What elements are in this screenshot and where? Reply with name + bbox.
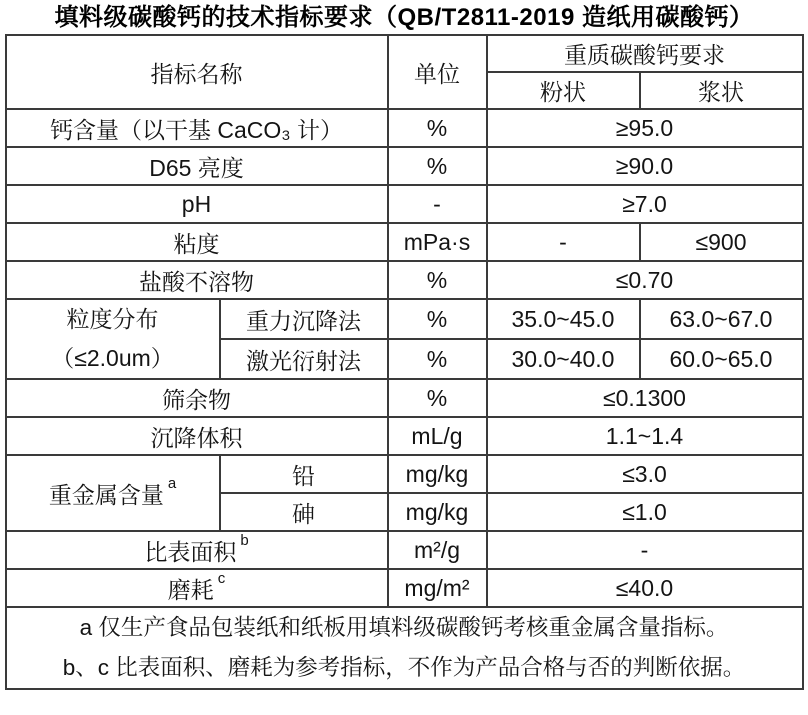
cell-sieve-value: ≤0.1300 — [487, 379, 803, 417]
surface-area-marker: b — [240, 531, 249, 549]
cell-gravity-unit: % — [388, 299, 487, 339]
cell-lead-unit: mg/kg — [388, 455, 487, 493]
cell-ph-value: ≥7.0 — [487, 185, 803, 223]
cell-calcium-name: 钙含量（以干基 CaCO₃ 计） — [6, 109, 388, 147]
cell-viscosity-powder: - — [487, 223, 640, 261]
row-abrasion — [6, 569, 803, 607]
cell-heavy-metals-group — [6, 455, 220, 531]
cell-ph-unit: - — [388, 185, 487, 223]
cell-sieve-unit: % — [388, 379, 487, 417]
row-d65-brightness — [6, 147, 803, 185]
row-ph — [6, 185, 803, 223]
spec-table — [5, 34, 804, 690]
cell-hcl-unit: % — [388, 261, 487, 299]
cell-viscosity-name: 粘度 — [6, 223, 388, 261]
row-particle-size-gravity — [6, 299, 803, 339]
row-viscosity — [6, 223, 803, 261]
row-settling-volume — [6, 417, 803, 455]
cell-laser-slurry: 60.0~65.0 — [640, 339, 803, 379]
cell-gravity-name: 重力沉降法 — [220, 299, 388, 339]
particle-size-group-line2: （≤2.0um） — [51, 345, 174, 371]
cell-abrasion-name — [6, 569, 388, 607]
footnotes-cell — [6, 607, 803, 689]
cell-arsenic-unit: mg/kg — [388, 493, 487, 531]
cell-arsenic-name: 砷 — [220, 493, 388, 531]
cell-surface-area-name — [6, 531, 388, 569]
cell-laser-unit: % — [388, 339, 487, 379]
header-unit: 单位 — [388, 35, 487, 109]
header-requirement-group: 重质碳酸钙要求 — [487, 35, 803, 72]
particle-size-group-line1: 粒度分布 — [66, 306, 159, 332]
footnote-bc: b、c 比表面积、磨耗为参考指标，不作为产品合格与否的判断依据。 — [62, 655, 746, 680]
cell-lead-value: ≤3.0 — [487, 455, 803, 493]
cell-sieve-name: 筛余物 — [6, 379, 388, 417]
cell-abrasion-unit: mg/m² — [388, 569, 487, 607]
cell-calcium-unit: % — [388, 109, 487, 147]
surface-area-label: 比表面积 — [144, 538, 237, 565]
cell-gravity-slurry: 63.0~67.0 — [640, 299, 803, 339]
page-title: 填料级碳酸钙的技术指标要求（QB/T2811-2019 造纸用碳酸钙） — [54, 4, 754, 31]
abrasion-label: 磨耗 — [167, 576, 214, 603]
cell-settling-unit: mL/g — [388, 417, 487, 455]
header-col-powder: 粉状 — [487, 72, 640, 109]
cell-viscosity-unit: mPa·s — [388, 223, 487, 261]
cell-brightness-name: D65 亮度 — [6, 147, 388, 185]
abrasion-marker: c — [217, 569, 226, 587]
cell-arsenic-value: ≤1.0 — [487, 493, 803, 531]
cell-laser-powder: 30.0~40.0 — [487, 339, 640, 379]
cell-ph-name: pH — [6, 185, 388, 223]
header-indicator: 指标名称 — [6, 35, 388, 109]
row-heavy-metals-lead — [6, 455, 803, 493]
row-footnotes — [6, 607, 803, 689]
cell-abrasion-value: ≤40.0 — [487, 569, 803, 607]
cell-particle-size-group — [6, 299, 220, 379]
heavy-metals-marker: a — [167, 474, 177, 492]
row-sieve-residue — [6, 379, 803, 417]
cell-calcium-value: ≥95.0 — [487, 109, 803, 147]
cell-surface-area-unit: m²/g — [388, 531, 487, 569]
cell-gravity-powder: 35.0~45.0 — [487, 299, 640, 339]
row-surface-area — [6, 531, 803, 569]
cell-brightness-unit: % — [388, 147, 487, 185]
heavy-metals-group-label: 重金属含量 — [48, 481, 164, 508]
header-row-1 — [6, 35, 803, 72]
cell-laser-name: 激光衍射法 — [220, 339, 388, 379]
cell-surface-area-value: - — [487, 531, 803, 569]
cell-viscosity-slurry: ≤900 — [640, 223, 803, 261]
cell-settling-value: 1.1~1.4 — [487, 417, 803, 455]
header-col-slurry: 浆状 — [640, 72, 803, 109]
row-calcium-content — [6, 109, 803, 147]
row-hcl-insoluble — [6, 261, 803, 299]
cell-brightness-value: ≥90.0 — [487, 147, 803, 185]
cell-lead-name: 铅 — [220, 455, 388, 493]
cell-hcl-name: 盐酸不溶物 — [6, 261, 388, 299]
cell-hcl-value: ≤0.70 — [487, 261, 803, 299]
cell-settling-name: 沉降体积 — [6, 417, 388, 455]
footnote-a: a 仅生产食品包装纸和纸板用填料级碳酸钙考核重金属含量指标。 — [79, 615, 729, 640]
